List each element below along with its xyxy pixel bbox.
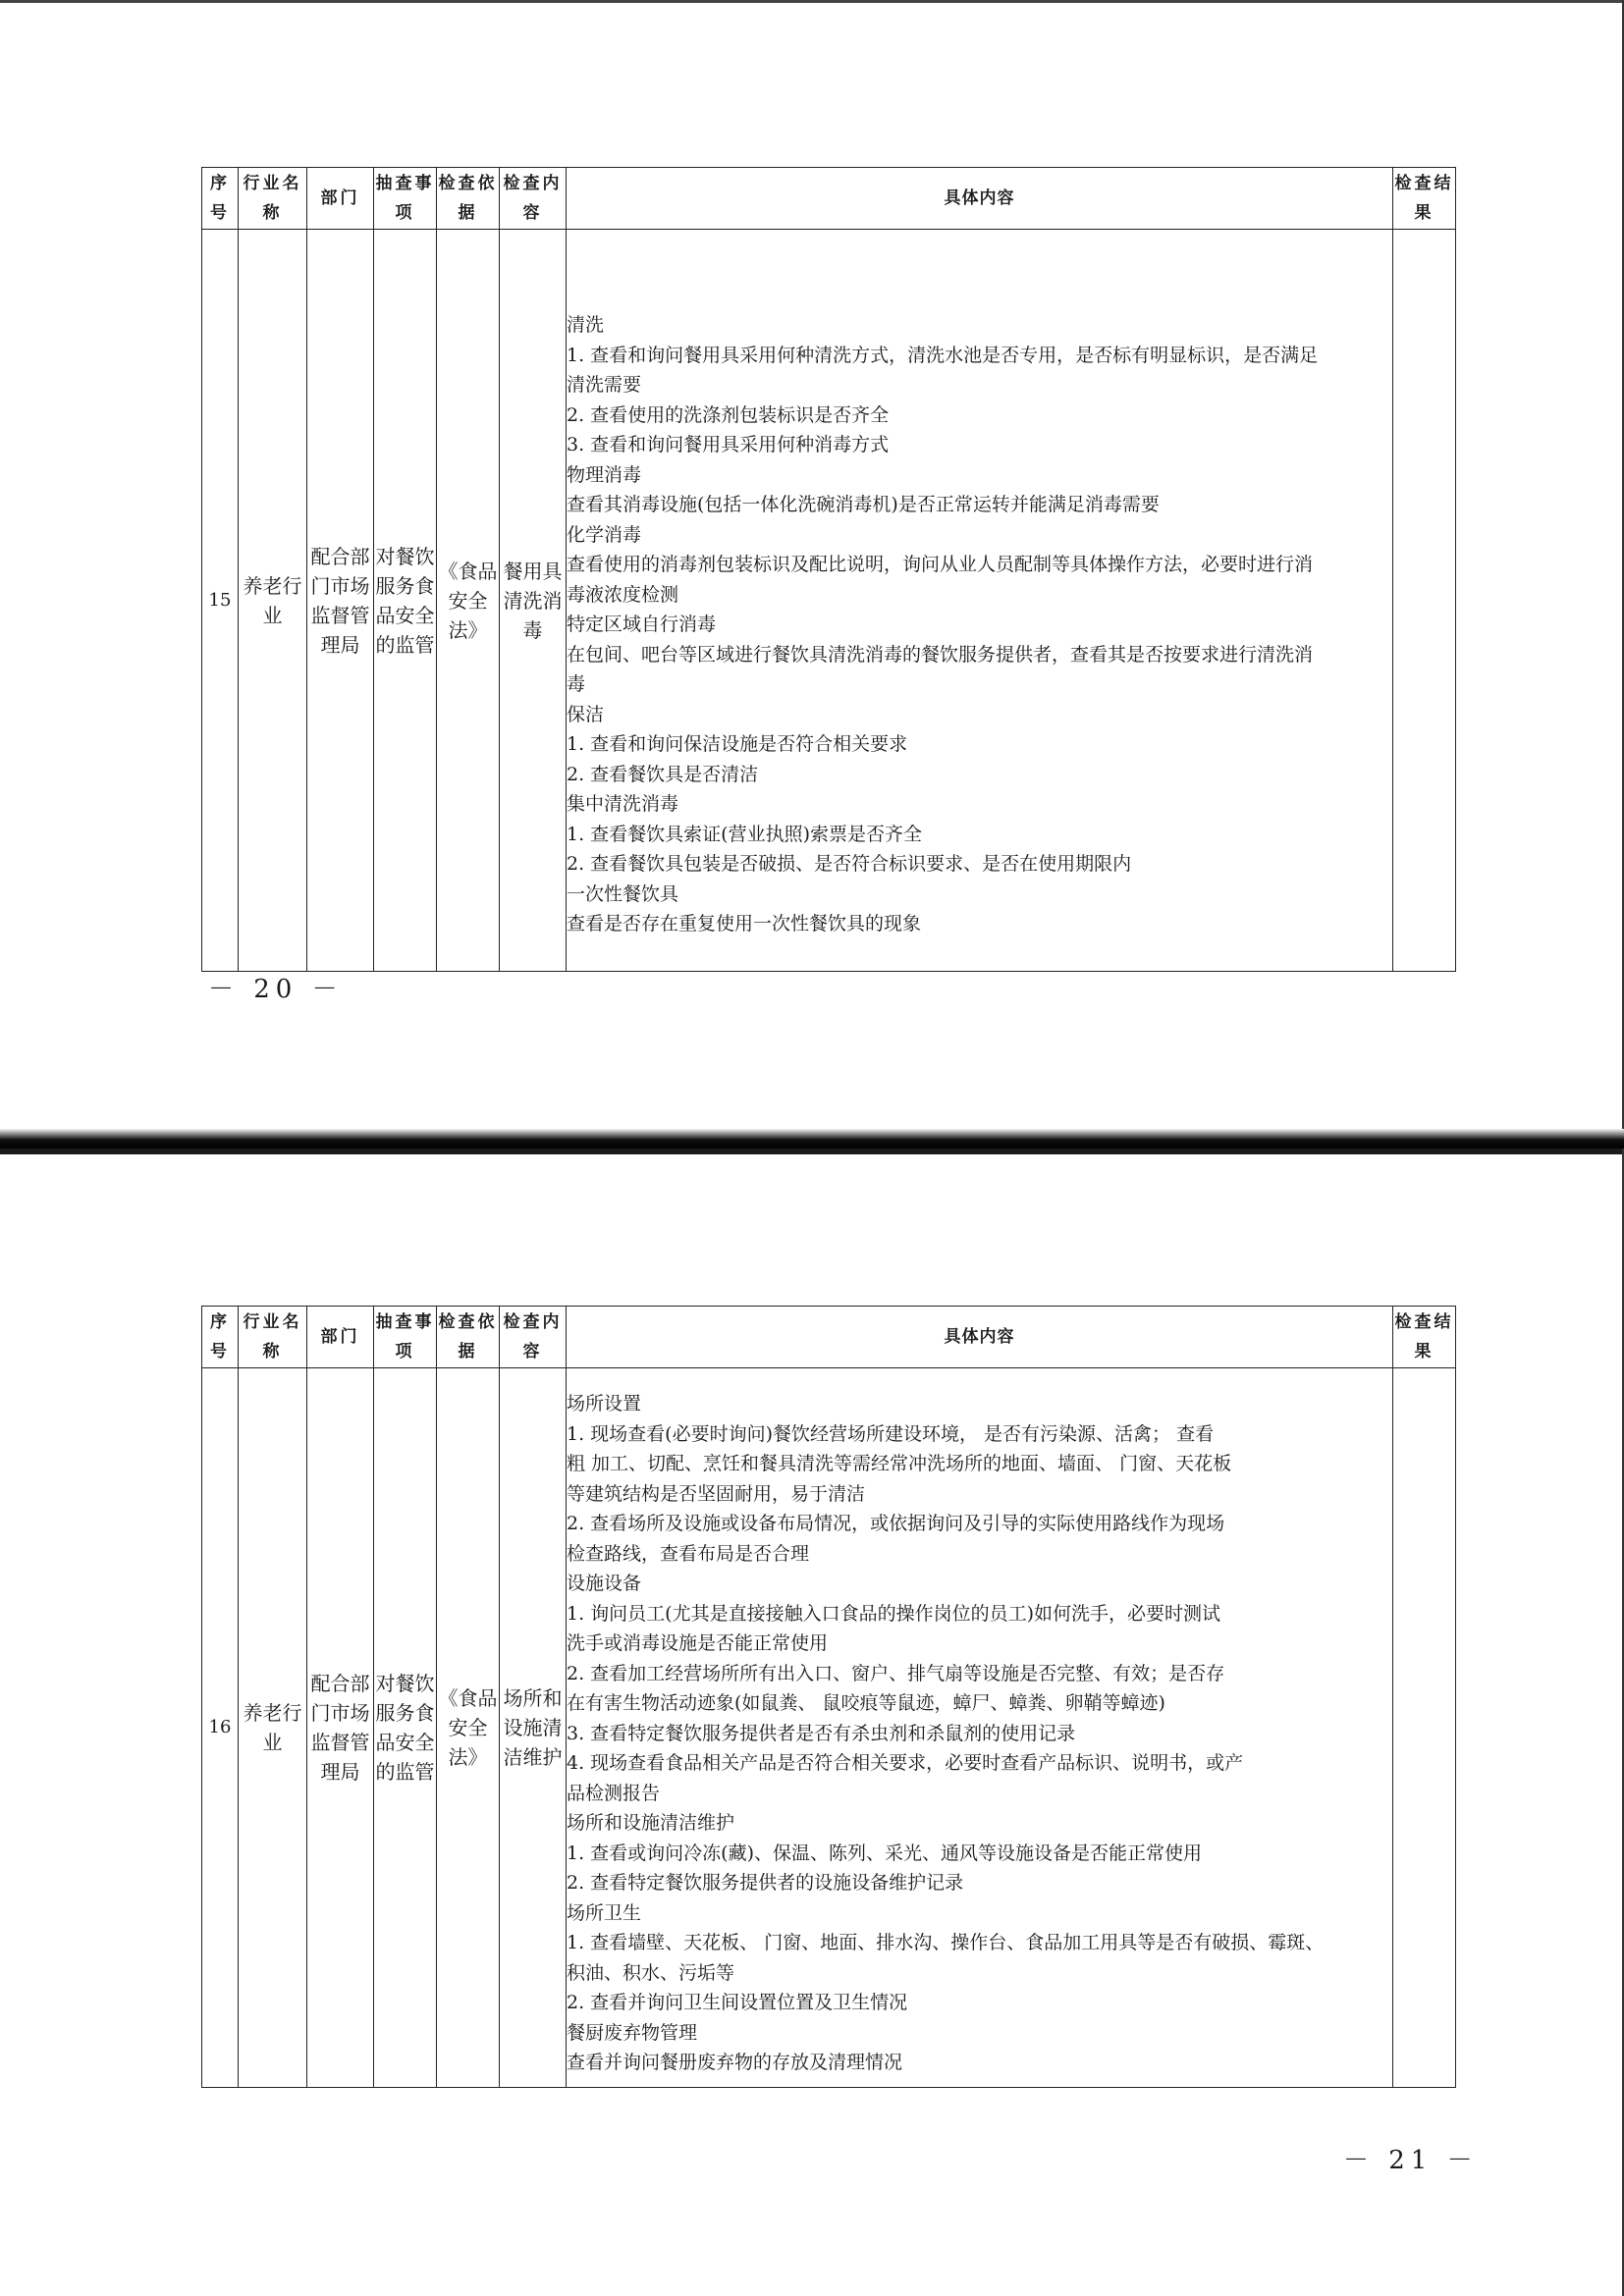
detail-text: [567, 1389, 1392, 2078]
detail-line: 等建筑结构是否坚固耐用，易于清洁: [567, 1482, 866, 1505]
detail-line: 毒液浓度检测: [567, 583, 679, 606]
cell-seq: 16: [202, 1368, 239, 2088]
cell-dept: 配合部门市场监督管理局: [307, 1368, 374, 2088]
detail-line: 粗 加工、切配、烹饪和餐具清洗等需经常冲洗场所的地面、墙面、 门窗、天花板: [567, 1453, 1232, 1475]
cell-check: 场所和设施清洁维护: [500, 1368, 567, 2088]
inspection-table-row-15: [201, 167, 1456, 972]
detail-line: 餐厨废弃物管理: [567, 2021, 698, 2044]
inspection-table-row-16: [201, 1306, 1456, 2088]
header-dept: 部门: [307, 1307, 374, 1368]
header-dept: 部门: [307, 168, 374, 230]
cell-dept: 配合部门市场监督管理局: [307, 230, 374, 972]
detail-line: 特定区域自行消毒: [567, 614, 717, 636]
table-header-row: [202, 168, 1456, 230]
detail-line: 集中清洗消毒: [567, 793, 679, 816]
detail-line: 1. 现场查看(必要时询问)餐饮经营场所建设环境， 是否有污染源、活禽； 查看: [567, 1422, 1215, 1445]
detail-line: 2. 查看特定餐饮服务提供者的设施设备维护记录: [567, 1872, 964, 1895]
detail-line: 1. 查看和询问保洁设施是否符合相关要求: [567, 733, 908, 756]
detail-line: 检查路线，查看布局是否合理: [567, 1542, 810, 1565]
detail-line: 1. 查看或询问冷冻(藏)、保温、陈列、采光、通风等设施设备是否能正常使用: [567, 1842, 1202, 1864]
header-basis: 检查依据: [437, 1307, 500, 1368]
detail-line: 2. 查看加工经营场所所有出入口、窗户、排气扇等设施是否完整、有效；是否存: [567, 1662, 1225, 1684]
cell-item: 对餐饮服务食品安全的监管: [374, 1368, 437, 2088]
detail-line: 查看并询问餐册废弃物的存放及清理情况: [567, 2052, 903, 2074]
header-basis: 检查依据: [437, 168, 500, 230]
cell-basis: 《食品安全法》: [437, 1368, 500, 2088]
detail-line: 查看是否存在重复使用一次性餐饮具的现象: [567, 913, 922, 935]
detail-line: 设施设备: [567, 1573, 642, 1595]
detail-line: 4. 现场查看食品相关产品是否符合相关要求，必要时查看产品标识、说明书，或产: [567, 1752, 1244, 1775]
detail-line: 2. 查看场所及设施或设备布局情况，或依据询问及引导的实际使用路线作为现场: [567, 1513, 1225, 1535]
detail-line: 1. 查看墙壁、天花板、 门窗、地面、排水沟、操作台、食品加工用具等是否有破损、霉斑、: [567, 1932, 1325, 1954]
cell-check: 餐用具清洗消毒: [500, 230, 567, 972]
detail-line: 在有害生物活动迹象(如鼠粪、 鼠咬痕等鼠迹，蟑尸、蟑粪、卵鞘等蟑迹): [567, 1692, 1165, 1715]
cell-detail: [567, 230, 1393, 972]
cell-seq: 15: [202, 230, 239, 972]
document-page-21: [0, 1148, 1624, 2296]
detail-line: 查看使用的消毒剂包装标识及配比说明，询问从业人员配制等具体操作方法，必要时进行消: [567, 554, 1314, 576]
detail-line: 物理消毒: [567, 463, 642, 486]
detail-line: 保洁: [567, 703, 605, 725]
cell-result: [1393, 230, 1456, 972]
detail-line: 查看其消毒设施(包括一体化洗碗消毒机)是否正常运转并能满足消毒需要: [567, 494, 1160, 516]
cell-industry: 养老行业: [239, 1368, 307, 2088]
cell-industry: 养老行业: [239, 230, 307, 972]
table-row: [202, 1368, 1456, 2088]
detail-line: 毒: [567, 673, 586, 696]
header-detail: 具体内容: [567, 1307, 1393, 1368]
header-item: 抽查事项: [374, 1307, 437, 1368]
detail-text: [567, 310, 1392, 939]
page-separator: [0, 1129, 1624, 1148]
scan-edge: [0, 0, 1624, 3]
detail-line: 洗手或消毒设施是否能正常使用: [567, 1632, 829, 1655]
scan-edge: [0, 1148, 1624, 1154]
detail-line: 2. 查看餐饮具是否清洁: [567, 763, 759, 785]
detail-line: 积油、积水、污垢等: [567, 1961, 735, 1984]
header-industry: 行业名称: [239, 1307, 307, 1368]
detail-line: 清洗需要: [567, 374, 642, 397]
cell-result: [1393, 1368, 1456, 2088]
header-check: 检查内容: [500, 1307, 567, 1368]
header-industry: 行业名称: [239, 168, 307, 230]
document-page-20: [0, 0, 1624, 1129]
detail-line: 化学消毒: [567, 523, 642, 546]
header-result: 检查结果: [1393, 1307, 1456, 1368]
detail-line: 1. 查看餐饮具索证(营业执照)索票是否齐全: [567, 823, 922, 845]
detail-line: 2. 查看使用的洗涤剂包装标识是否齐全: [567, 403, 890, 426]
header-check: 检查内容: [500, 168, 567, 230]
header-result: 检查结果: [1393, 168, 1456, 230]
detail-line: 场所设置: [567, 1393, 642, 1415]
cell-basis: 《食品安全法》: [437, 230, 500, 972]
cell-item: 对餐饮服务食品安全的监管: [374, 230, 437, 972]
detail-line: 在包间、吧台等区域进行餐饮具清洗消毒的餐饮服务提供者，查看其是否按要求进行清洗消: [567, 643, 1314, 666]
cell-detail: [567, 1368, 1393, 2088]
page-number: － 20 －: [208, 975, 344, 1004]
header-seq: 序号: [202, 1307, 239, 1368]
header-item: 抽查事项: [374, 168, 437, 230]
table-header-row: [202, 1307, 1456, 1368]
detail-line: 一次性餐饮具: [567, 882, 679, 905]
header-seq: 序号: [202, 168, 239, 230]
detail-line: 1. 询问员工(尤其是直接接触入口食品的操作岗位的员工)如何洗手，必要时测试: [567, 1602, 1220, 1625]
detail-line: 3. 查看和询问餐用具采用何种消毒方式: [567, 434, 890, 456]
detail-line: 2. 查看并询问卫生间设置位置及卫生情况: [567, 1992, 908, 2014]
table-row: [202, 230, 1456, 972]
detail-line: 场所和设施清洁维护: [567, 1812, 735, 1835]
detail-line: 品检测报告: [567, 1782, 661, 1804]
detail-line: 2. 查看餐饮具包装是否破损、是否符合标识要求、是否在使用期限内: [567, 853, 1132, 876]
detail-line: 场所卫生: [567, 1901, 642, 1924]
header-detail: 具体内容: [567, 168, 1393, 230]
detail-line: 清洗: [567, 314, 605, 337]
page-number: － 21 －: [1343, 2146, 1479, 2175]
detail-line: 1. 查看和询问餐用具采用何种清洗方式，清洗水池是否专用，是否标有明显标识，是否满足: [567, 344, 1319, 366]
detail-line: 3. 查看特定餐饮服务提供者是否有杀虫剂和杀鼠剂的使用记录: [567, 1722, 1076, 1744]
